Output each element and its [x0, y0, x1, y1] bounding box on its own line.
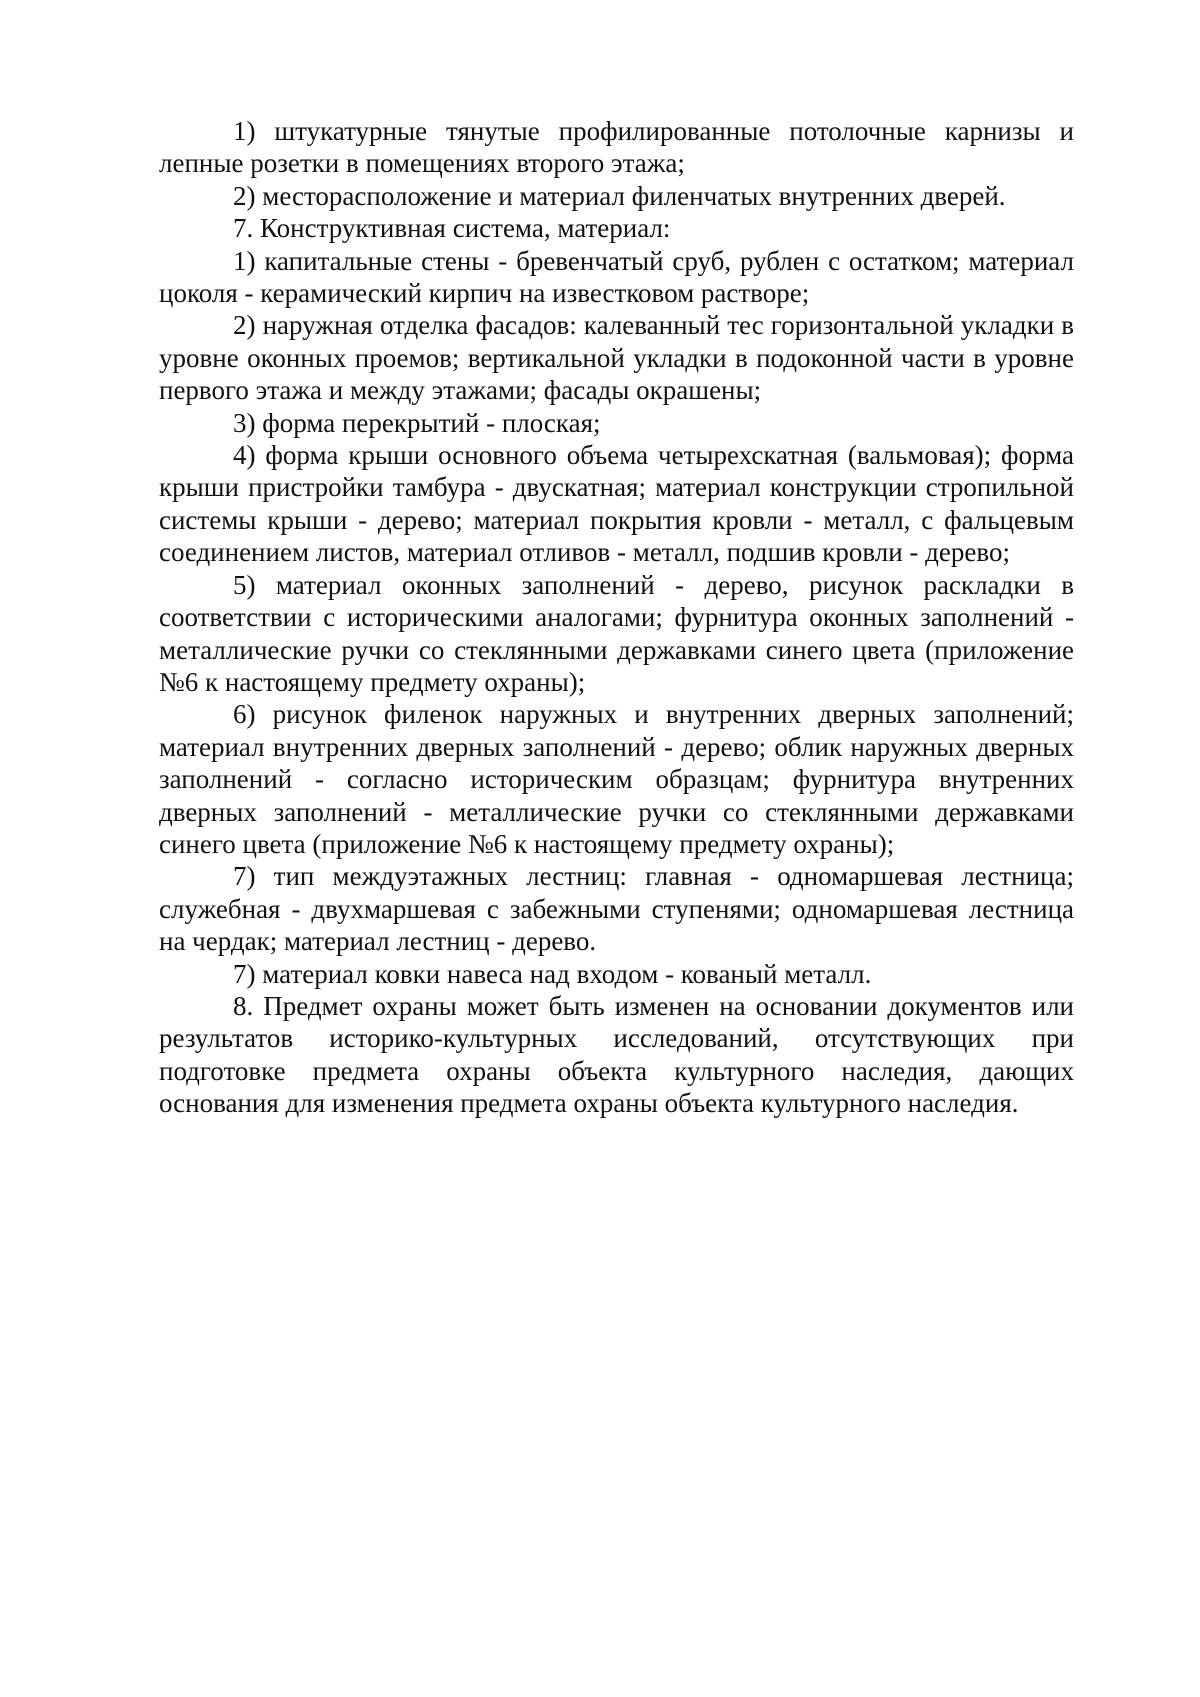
paragraph-item-2-facade: 2) наружная отделка фасадов: калеванный тес горизонтальной укладки в уровне оконных проемов; вертикальной укладки в подоконной части в уровне первого этажа и между этажами; фасады окрашены; — [159, 310, 1074, 406]
paragraph-item-2-doors: 2) месторасположение и материал филенчатых внутренних дверей. — [233, 180, 1006, 211]
paragraph-item-4-roof: 4) форма крыши основного объема четырехскатная (вальмовая); форма крыши пристройки тамбура - двускатная; материал конструкции стропильной системы крыши - дерево; материал покрытия кровли - металл, с фальцевым соединением листов, материал отливов - металл, подшив кровли - дерево; — [159, 440, 1074, 568]
paragraph-item-5-windows: 5) материал оконных заполнений - дерево, рисунок раскладки в соответствии с историческими аналогами; фурнитура оконных заполнений - металлические ручки со стеклянными державками синего цвета (приложение №6 к настоящему предмету охраны); — [159, 569, 1074, 697]
paragraph-item-7-forging: 7) материал ковки навеса над входом - кованый металл. — [233, 958, 872, 989]
document-body — [159, 115, 1074, 1120]
paragraph-section-7-heading: 7. Конструктивная система, материал: — [233, 213, 671, 244]
paragraph-item-1-walls: 1) капитальные стены - бревенчатый сруб, рублен с остатком; материал цоколя - керамический кирпич на известковом растворе; — [159, 245, 1074, 309]
paragraph-item-7-stairs: 7) тип междуэтажных лестниц: главная - одномаршевая лестница; служебная - двухмаршевая с забежными ступенями; одномаршевая лестница на чердак; материал лестниц - дерево. — [159, 861, 1074, 957]
paragraph-section-8: 8. Предмет охраны может быть изменен на основании документов или результатов историко-культурных исследований, отсутствующих при подготовке предмета охраны объекта культурного наследия, дающих основания для изменения предмета охраны объекта культурного наследия. — [159, 990, 1074, 1119]
paragraph-item-1-stucco: 1) штукатурные тянутые профилированные потолочные карнизы и лепные розетки в помещениях второго этажа; — [159, 116, 1074, 179]
paragraph-item-6-door-panels: 6) рисунок филенок наружных и внутренних дверных заполнений; материал внутренних дверных заполнений - дерево; облик наружных дверных заполнений - согласно историческим образцам; фурнитура внутренних дверных заполнений - металлические ручки со стеклянными державками синего цвета (приложение №6 к настоящему предмету охраны); — [159, 699, 1074, 859]
paragraph-item-3-floors: 3) форма перекрытий - плоская; — [233, 407, 601, 438]
